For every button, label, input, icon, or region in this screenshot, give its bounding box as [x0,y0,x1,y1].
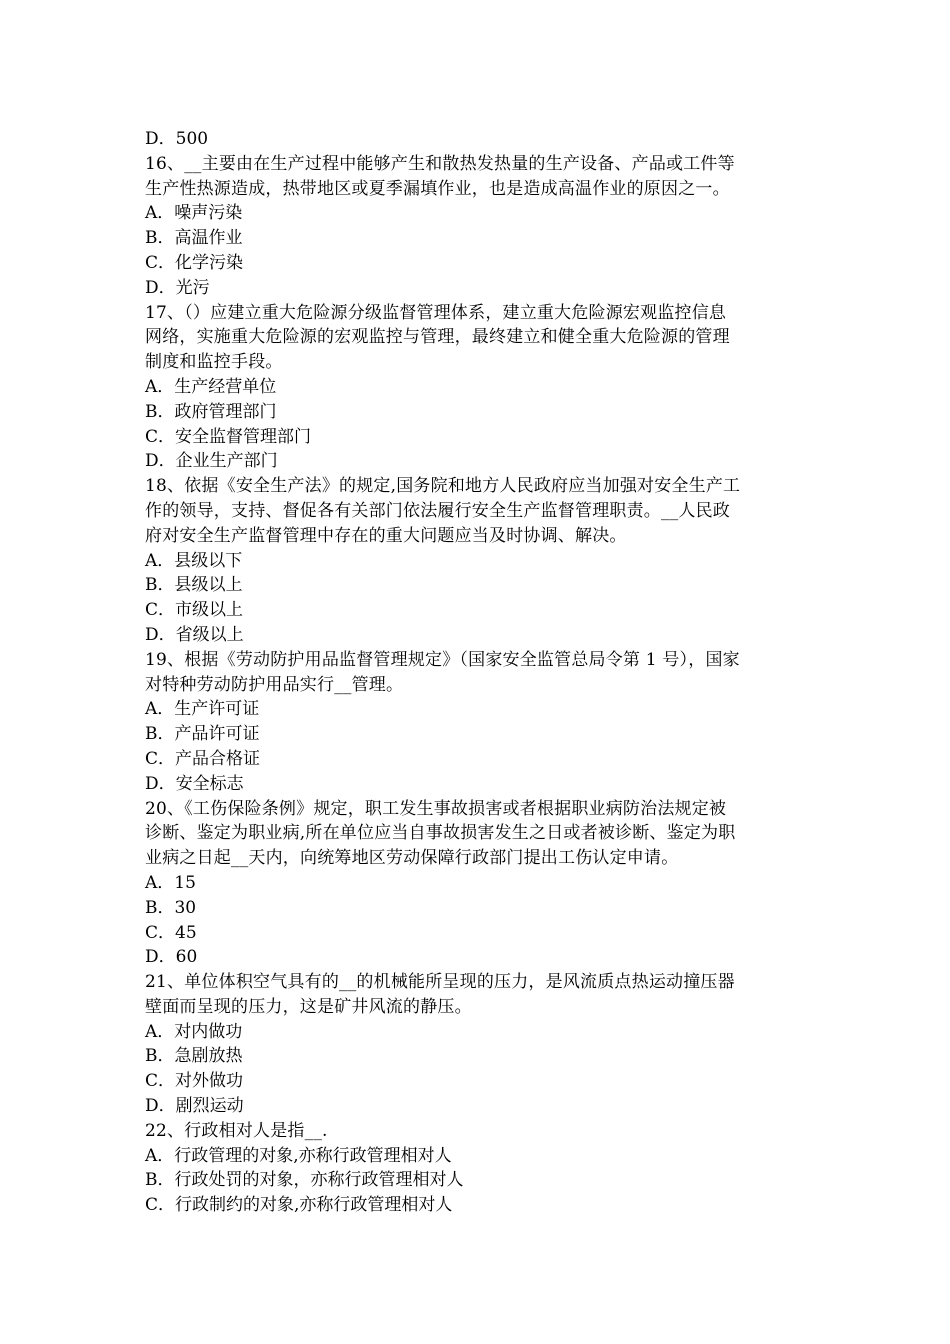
question-text-line: 网络，实施重大危险源的宏观监控与管理，最终建立和健全重大危险源的管理 [145,327,730,348]
question-text-line: 16、__主要由在生产过程中能够产生和散热发热量的生产设备、产品或工件等 [145,153,735,174]
answer-option: B．县级以上 [145,575,243,596]
answer-option: C．市级以上 [145,600,244,621]
question-text-line: 对特种劳动防护用品实行__管理。 [145,674,404,695]
answer-option: A．县级以下 [145,550,243,571]
question-text-line: 17、（）应建立重大危险源分级监督管理体系，建立重大危险源宏观监控信息 [145,302,727,323]
answer-option: C．化学污染 [145,252,244,273]
answer-option: D．60 [145,947,198,968]
answer-option: D．安全标志 [145,773,244,794]
answer-option: C．产品合格证 [145,748,261,769]
question-text-line: 18、依据《安全生产法》的规定,国务院和地方人民政府应当加强对安全生产工 [145,476,741,497]
answer-option: A．噪声污染 [145,203,243,224]
question-text-line: 19、根据《劳动防护用品监督管理规定》（国家安全监管总局令第 1 号），国家 [145,649,740,670]
answer-option: B．行政处罚的对象，亦称行政管理相对人 [145,1170,464,1191]
answer-option: B．高温作业 [145,228,243,249]
question-text-line: 作的领导，支持、督促各有关部门依法履行安全生产监督管理职责。__人民政 [145,500,730,521]
answer-option: D．省级以上 [145,624,244,645]
answer-option: A．15 [145,872,196,893]
answer-option: A．生产经营单位 [145,376,277,397]
question-text-line: 诊断、鉴定为职业病,所在单位应当自事故损害发生之日或者被诊断、鉴定为职 [145,823,736,844]
answer-option: C．安全监督管理部门 [145,426,312,447]
answer-option: B．急剧放热 [145,1046,243,1067]
answer-option: D．企业生产部门 [145,451,278,472]
answer-option: D．500 [145,129,209,149]
answer-option: A．对内做功 [145,1021,243,1042]
answer-option: D．光污 [145,277,210,298]
question-text-line: 业病之日起__天内，向统筹地区劳动保障行政部门提出工伤认定申请。 [145,848,679,869]
question-text-line: 生产性热源造成，热带地区或夏季漏填作业，也是造成高温作业的原因之一。 [145,178,730,199]
question-text-line: 制度和监控手段。 [145,352,283,373]
answer-option: C．对外做功 [145,1071,244,1092]
question-text-line: 府对安全生产监督管理中存在的重大问题应当及时协调、解决。 [145,525,627,546]
answer-option: B．30 [145,897,197,918]
answer-option: B．政府管理部门 [145,401,277,422]
answer-option: C．45 [145,922,197,943]
answer-option: A．行政管理的对象,亦称行政管理相对人 [145,1145,452,1166]
question-text-line: 22、行政相对人是指__. [145,1120,328,1141]
question-text-line: 20、《工伤保险条例》规定，职工发生事故损害或者根据职业病防治法规定被 [145,798,727,819]
question-text-line: 壁面而呈现的压力，这是矿井风流的静压。 [145,996,472,1017]
question-text-line: 21、单位体积空气具有的__的机械能所呈现的压力，是风流质点热运动撞压器 [145,972,735,993]
answer-option: D．剧烈运动 [145,1096,244,1117]
answer-option: B．产品许可证 [145,724,260,745]
document-body [145,127,810,1218]
answer-option: C．行政制约的对象,亦称行政管理相对人 [145,1195,453,1216]
answer-option: A．生产许可证 [145,699,260,720]
